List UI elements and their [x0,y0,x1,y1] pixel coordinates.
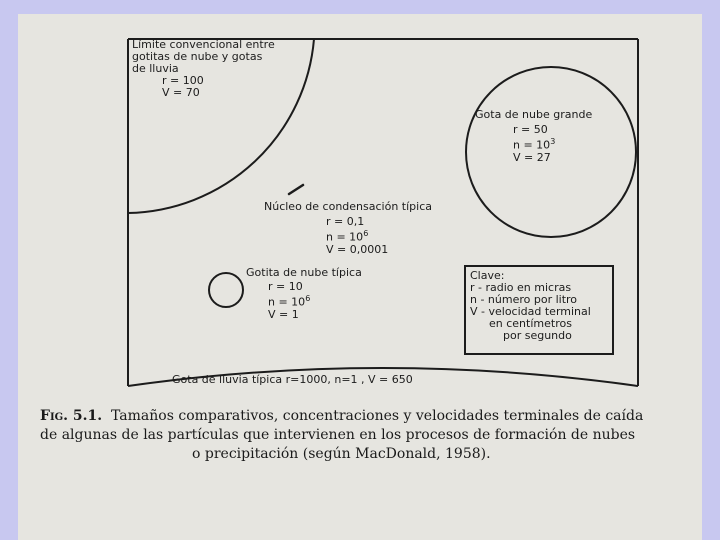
small-drop-number-base: n = 10 [268,295,306,309]
boundary-radius: r = 100 [162,74,204,87]
key-text [470,270,591,342]
large-drop-values [513,124,555,164]
nucleus-velocity: V = 0,0001 [326,242,389,256]
nucleus-number-base: n = 10 [326,230,364,244]
small-drop-values [268,281,310,321]
key-item: r - radio en micras [470,281,572,294]
nucleus-number-exponent: 6 [363,229,369,238]
caption-line-2: de algunas de las partículas que intervienen en los procesos de formación de nubes [40,427,636,443]
large-drop-velocity: V = 27 [513,150,551,164]
key-item: V - velocidad terminal [470,305,591,318]
caption-text: Tamaños comparativos, concentraciones y velocidades terminales de caída [111,408,644,424]
condensation-nucleus-mark [289,185,303,194]
key-item: en centímetros [489,317,572,330]
large-drop-number-exponent: 3 [550,137,556,146]
large-drop-number [513,136,555,152]
key-item: por segundo [503,329,572,342]
small-drop-title: Gotita de nube típica [246,266,362,279]
caption-line-1 [40,407,700,426]
nucleus-number [326,228,388,244]
small-drop-radius: r = 10 [268,280,303,293]
nucleus-radius: r = 0,1 [326,215,365,228]
key-item: n - número por litro [470,293,578,306]
small-drop-number [268,293,310,309]
boundary-label-line: gotitas de nube y gotas [132,50,263,63]
large-drop-title: Gota de nube grande [475,108,593,121]
caption-line-3: o precipitación (según MacDonald, 1958). [192,446,491,462]
small-drop-number-exponent: 6 [305,294,311,303]
raindrop-label: Gota de lluvia típica r=1000, n=1 , V = 650 [172,373,413,386]
figure-number: Fig. 5.1. [40,408,103,424]
large-drop-number-base: n = 10 [513,138,551,152]
large-drop-radius: r = 50 [513,123,548,136]
boundary-label [132,39,275,75]
small-drop-velocity: V = 1 [268,307,299,321]
book-page [18,14,702,540]
boundary-label-line: de lluvia [132,62,179,75]
boundary-values [162,75,204,99]
boundary-label-line: Límite convencional entre [132,38,275,51]
nucleus-values [326,216,388,256]
key-title: Clave: [470,269,505,282]
typical-cloud-droplet-circle [209,273,243,307]
boundary-velocity: V = 70 [162,86,200,99]
nucleus-title: Núcleo de condensación típica [264,200,432,213]
figure-caption [40,407,700,464]
